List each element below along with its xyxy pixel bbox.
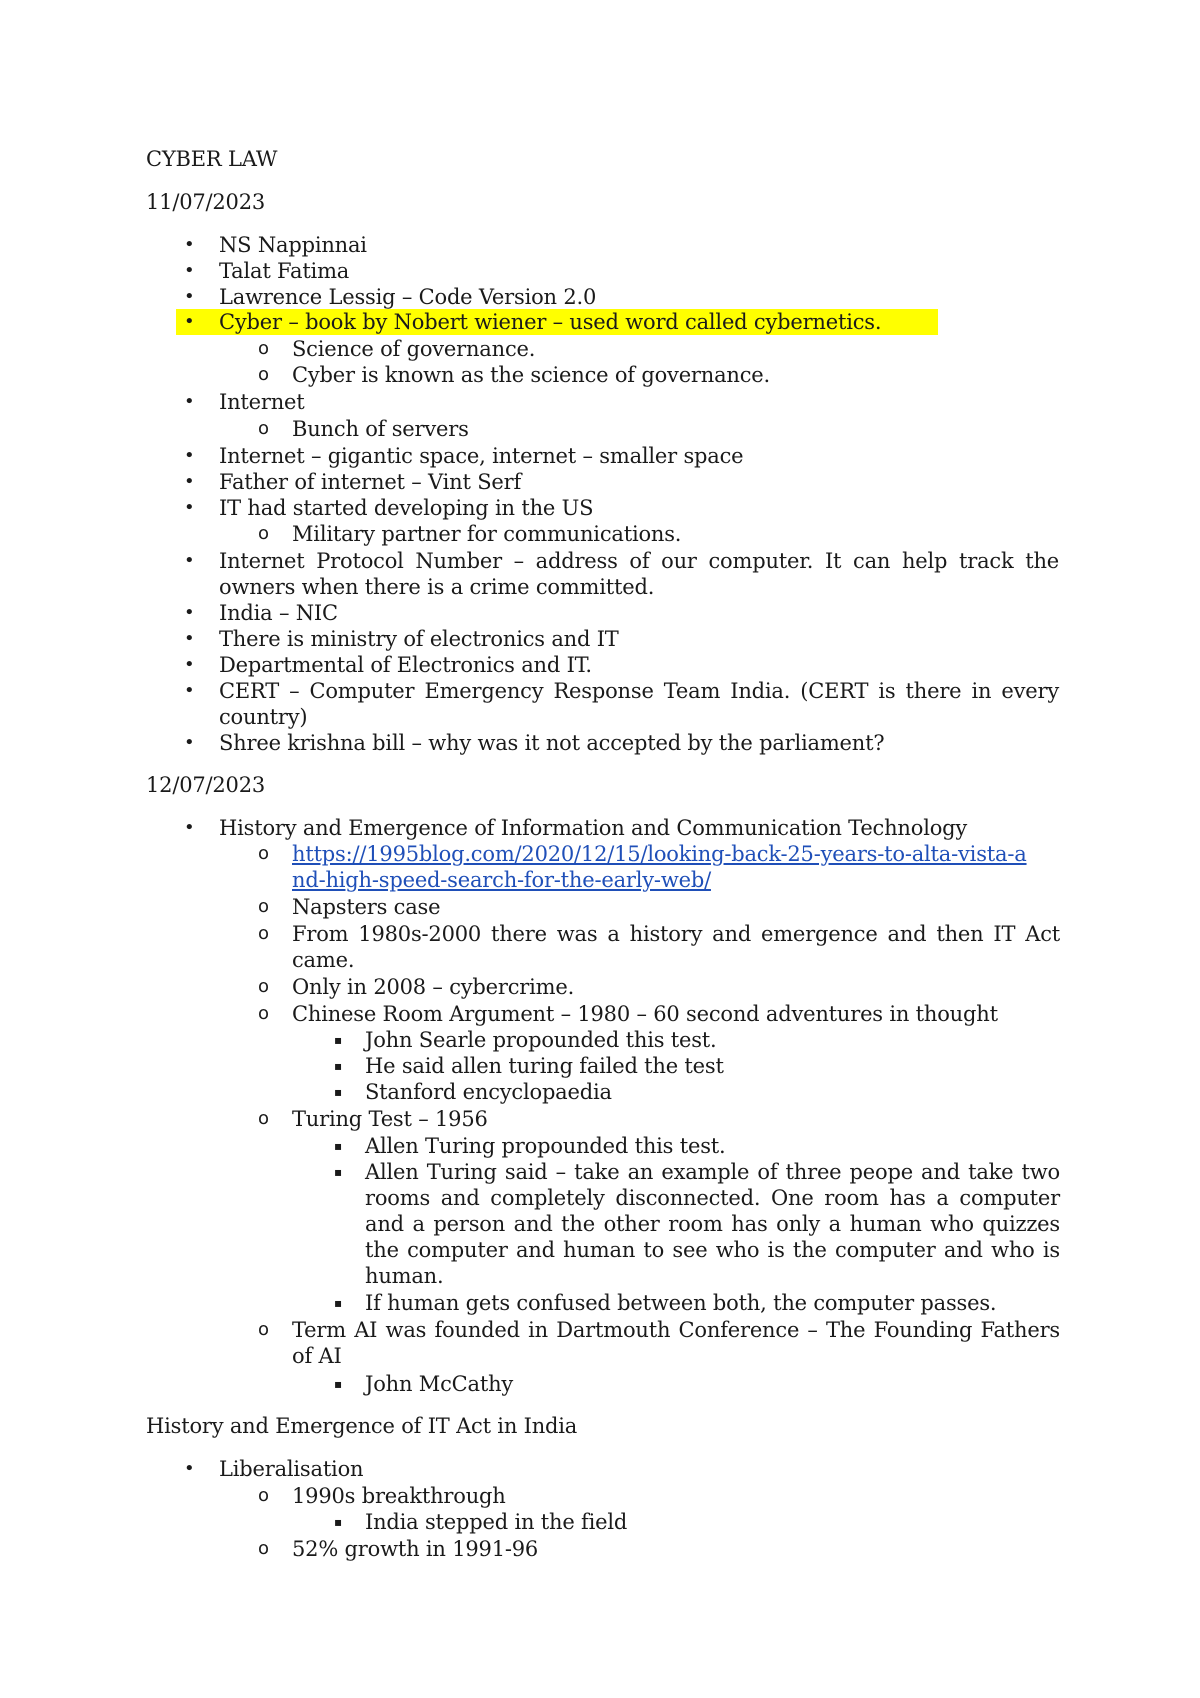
sub-list-item: Chinese Room Argument – 1980 – 60 second adventures in thought: [292, 1002, 998, 1026]
document-title: CYBER LAW: [146, 147, 278, 171]
sub-list-item: Term AI was founded in Dartmouth Conference – The Founding Fathers of AI: [292, 1318, 1060, 1368]
sub-sub-list-item: Allen Turing propounded this test.: [365, 1134, 726, 1158]
sub-sub-list-item: John Searle propounded this test.: [365, 1028, 717, 1052]
bullet-icon: •: [184, 286, 195, 307]
bullet-icon: •: [184, 550, 195, 571]
sub-sub-list-item: If human gets confused between both, the computer passes.: [365, 1291, 997, 1315]
list-item: There is ministry of electronics and IT: [219, 627, 619, 651]
blog-link[interactable]: https://1995blog.com/2020/12/15/looking-back-25-years-to-alta-vista-and-high-speed-search-for-the-early-web/: [292, 842, 1027, 892]
bullet-icon: o: [258, 1108, 270, 1129]
bullet-icon: o: [258, 364, 270, 385]
bullet-icon: o: [258, 843, 270, 864]
sub-sub-list-item: John McCathy: [365, 1372, 514, 1396]
list-item: Internet – gigantic space, internet – smaller space: [219, 444, 744, 468]
highlighted-list-item: Cyber – book by Nobert wiener – used word called cybernetics.: [219, 310, 882, 334]
sub-sub-list-item: Stanford encyclopaedia: [365, 1080, 612, 1104]
sub-list-item: 52% growth in 1991-96: [292, 1537, 539, 1561]
bullet-icon: o: [258, 976, 270, 997]
bullet-icon: •: [184, 817, 195, 838]
bullet-icon: o: [258, 1538, 270, 1559]
bullet-icon: •: [184, 391, 195, 412]
bullet-icon: ▪: [334, 1296, 343, 1310]
bullet-icon: •: [184, 471, 195, 492]
bullet-icon: o: [258, 923, 270, 944]
sub-list-item: Turing Test – 1956: [292, 1107, 488, 1131]
bullet-icon: o: [258, 896, 270, 917]
bullet-icon: o: [258, 338, 270, 359]
sub-sub-list-item: He said allen turing failed the test: [365, 1054, 724, 1078]
list-item: Talat Fatima: [219, 259, 350, 283]
list-item: Shree krishna bill – why was it not accepted by the parliament?: [219, 731, 885, 755]
bullet-icon: •: [184, 234, 195, 255]
sub-list-item: Bunch of servers: [292, 417, 469, 441]
bullet-icon: •: [184, 311, 195, 332]
bullet-icon: ▪: [334, 1085, 343, 1099]
list-item: Lawrence Lessig – Code Version 2.0: [219, 285, 597, 309]
sub-list-item: Cyber is known as the science of governance.: [292, 363, 771, 387]
list-item: IT had started developing in the US: [219, 496, 594, 520]
list-item: India – NIC: [219, 601, 338, 625]
bullet-icon: o: [258, 1319, 270, 1340]
bullet-icon: •: [184, 602, 195, 623]
bullet-icon: o: [258, 523, 270, 544]
bullet-icon: ▪: [334, 1139, 343, 1153]
list-item: Internet: [219, 390, 305, 414]
bullet-icon: •: [184, 628, 195, 649]
bullet-icon: ▪: [334, 1515, 343, 1529]
list-item: CERT – Computer Emergency Response Team India. (CERT is there in every country): [219, 679, 1059, 729]
list-item: Departmental of Electronics and IT.: [219, 653, 592, 677]
sub-list-item: Science of governance.: [292, 337, 536, 361]
sub-list-item: Military partner for communications.: [292, 522, 682, 546]
bullet-icon: ▪: [334, 1033, 343, 1047]
date-heading-2: 12/07/2023: [146, 773, 266, 797]
sub-list-item: Only in 2008 – cybercrime.: [292, 975, 575, 999]
list-item: Internet Protocol Number – address of our computer. It can help track the owners when there is a crime committed.: [219, 549, 1059, 599]
bullet-icon: o: [258, 1003, 270, 1024]
list-item: Father of internet – Vint Serf: [219, 470, 522, 494]
bullet-icon: ▪: [334, 1377, 343, 1391]
sub-list-item: Napsters case: [292, 895, 441, 919]
bullet-icon: o: [258, 1485, 270, 1506]
section-heading: History and Emergence of IT Act in India: [146, 1414, 578, 1438]
bullet-icon: ▪: [334, 1059, 343, 1073]
list-item: History and Emergence of Information and Communication Technology: [219, 816, 968, 840]
sub-sub-list-item: Allen Turing said – take an example of three peope and take two rooms and completely disconnected. One room has a computer and a person and the other room has only a human who quizzes the computer and human to see who is the computer and who is human.: [365, 1160, 1060, 1288]
bullet-icon: •: [184, 260, 195, 281]
bullet-icon: •: [184, 680, 195, 701]
sub-list-item: From 1980s-2000 there was a history and emergence and then IT Act came.: [292, 922, 1060, 972]
bullet-icon: •: [184, 497, 195, 518]
date-heading-1: 11/07/2023: [146, 190, 266, 214]
bullet-icon: •: [184, 1458, 195, 1479]
bullet-icon: ▪: [334, 1165, 343, 1179]
bullet-icon: •: [184, 654, 195, 675]
bullet-icon: o: [258, 418, 270, 439]
bullet-icon: •: [184, 445, 195, 466]
sub-list-item: 1990s breakthrough: [292, 1484, 506, 1508]
list-item: Liberalisation: [219, 1457, 364, 1481]
bullet-icon: •: [184, 732, 195, 753]
sub-sub-list-item: India stepped in the field: [365, 1510, 628, 1534]
list-item: NS Nappinnai: [219, 233, 367, 257]
